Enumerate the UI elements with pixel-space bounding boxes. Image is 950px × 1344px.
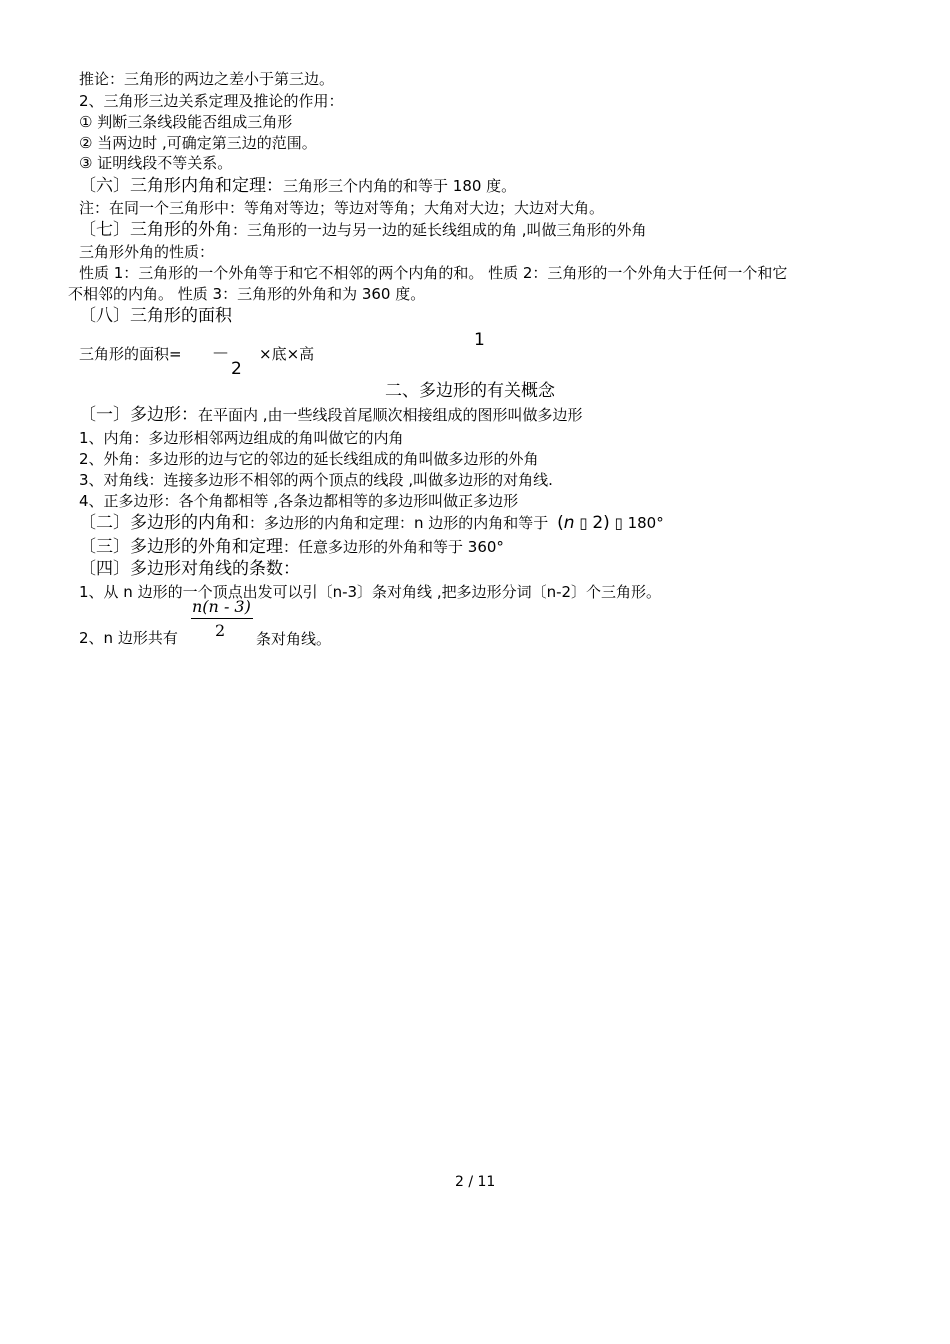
theorem-uses-line: 2、三角形三边关系定理及推论的作用： — [79, 92, 344, 110]
interior-sum-body: ：多边形的内角和定理：n 边形的内角和等于 — [249, 514, 549, 532]
section-6-body: 三角形三个内角的和等于 180 度。 — [283, 177, 517, 195]
section-7-line — [79, 220, 647, 240]
polygon-definition-line — [79, 405, 583, 425]
diagonal-fraction-numerator: n(n - 3) — [192, 597, 251, 616]
formula-open: ( — [557, 513, 564, 533]
section-8-heading: 〔八〕三角形的面积 — [79, 306, 232, 326]
area-fraction-numerator: 1 — [474, 330, 485, 350]
polygon-definition: 在平面内 ,由一些线段首尾顺次相接组成的图形叫做多边形 — [198, 406, 583, 424]
exterior-sum-line — [79, 537, 504, 557]
props-line-1: 性质 1：三角形的一个外角等于和它不相邻的两个内角的和。 性质 2：三角形的一个外角大于任何一个和它 — [79, 264, 788, 282]
diagonal-count-heading: 〔四〕多边形对角线的条数： — [79, 559, 300, 579]
page-number: 2 / 11 — [455, 1174, 496, 1190]
diagonal-fraction-denominator: 2 — [215, 621, 226, 640]
area-formula-rest: ×底×高 — [259, 345, 315, 363]
section-6-line — [79, 176, 516, 196]
definition-exterior-angle: 2、外角：多边形的边与它的邻边的延长线组成的角叫做多边形的外角 — [79, 450, 539, 468]
formula-two: 2) — [592, 513, 610, 533]
part-2-title: 二、多边形的有关概念 — [385, 381, 555, 401]
exterior-sum-heading: 〔三〕多边形的外角和定理 — [79, 537, 283, 557]
definition-interior-angle: 1、内角：多边形相邻两边组成的角叫做它的内角 — [79, 429, 404, 447]
area-fraction-bar: — — [213, 343, 228, 361]
diagonal-fraction-bar — [191, 618, 253, 619]
use-item-3: ③ 证明线段不等关系。 — [79, 154, 233, 172]
props-line-2: 不相邻的内角。 性质 3：三角形的外角和为 360 度。 — [68, 285, 426, 303]
total-diagonals-tail: 条对角线。 — [256, 630, 332, 648]
section-7-body: ：三角形的一边与另一边的延长线组成的角 ,叫做三角形的外角 — [232, 221, 647, 239]
formula-tail: ▯ 180° — [614, 514, 664, 532]
section-7-heading: 〔七〕三角形的外角 — [79, 220, 232, 240]
use-item-1: ① 判断三条线段能否组成三角形 — [79, 113, 293, 131]
formula-missing-glyph: ▯ — [579, 514, 588, 532]
area-fraction-denominator: 2 — [231, 359, 242, 379]
total-diagonals-label: 2、n 边形共有 — [79, 629, 178, 647]
exterior-sum-body: ：任意多边形的外角和等于 360° — [283, 538, 504, 556]
note-line: 注：在同一个三角形中：等角对等边；等边对等角；大角对大边；大边对大角。 — [79, 199, 605, 217]
section-6-heading: 〔六〕三角形内角和定理： — [79, 176, 283, 196]
corollary-line: 推论：三角形的两边之差小于第三边。 — [79, 70, 335, 88]
definition-diagonal: 3、对角线：连接多边形不相邻的两个顶点的线段 ,叫做多边形的对角线. — [79, 471, 553, 489]
interior-sum-heading: 〔二〕多边形的内角和 — [79, 513, 249, 533]
polygon-heading: 〔一〕多边形： — [79, 405, 198, 425]
area-label: 三角形的面积= — [79, 345, 182, 363]
interior-sum-line — [79, 513, 664, 533]
diagonal-from-vertex: 1、从 n 边形的一个顶点出发可以引〔n-3〕条对角线 ,把多边形分词〔n-2〕个三角形。 — [79, 583, 662, 601]
definition-regular-polygon: 4、正多边形：各个角都相等 ,各条边都相等的多边形叫做正多边形 — [79, 492, 519, 510]
exterior-angle-props-title: 三角形外角的性质： — [79, 243, 215, 261]
use-item-2: ② 当两边时 ,可确定第三边的范围。 — [79, 134, 317, 152]
formula-n: n — [563, 513, 575, 533]
